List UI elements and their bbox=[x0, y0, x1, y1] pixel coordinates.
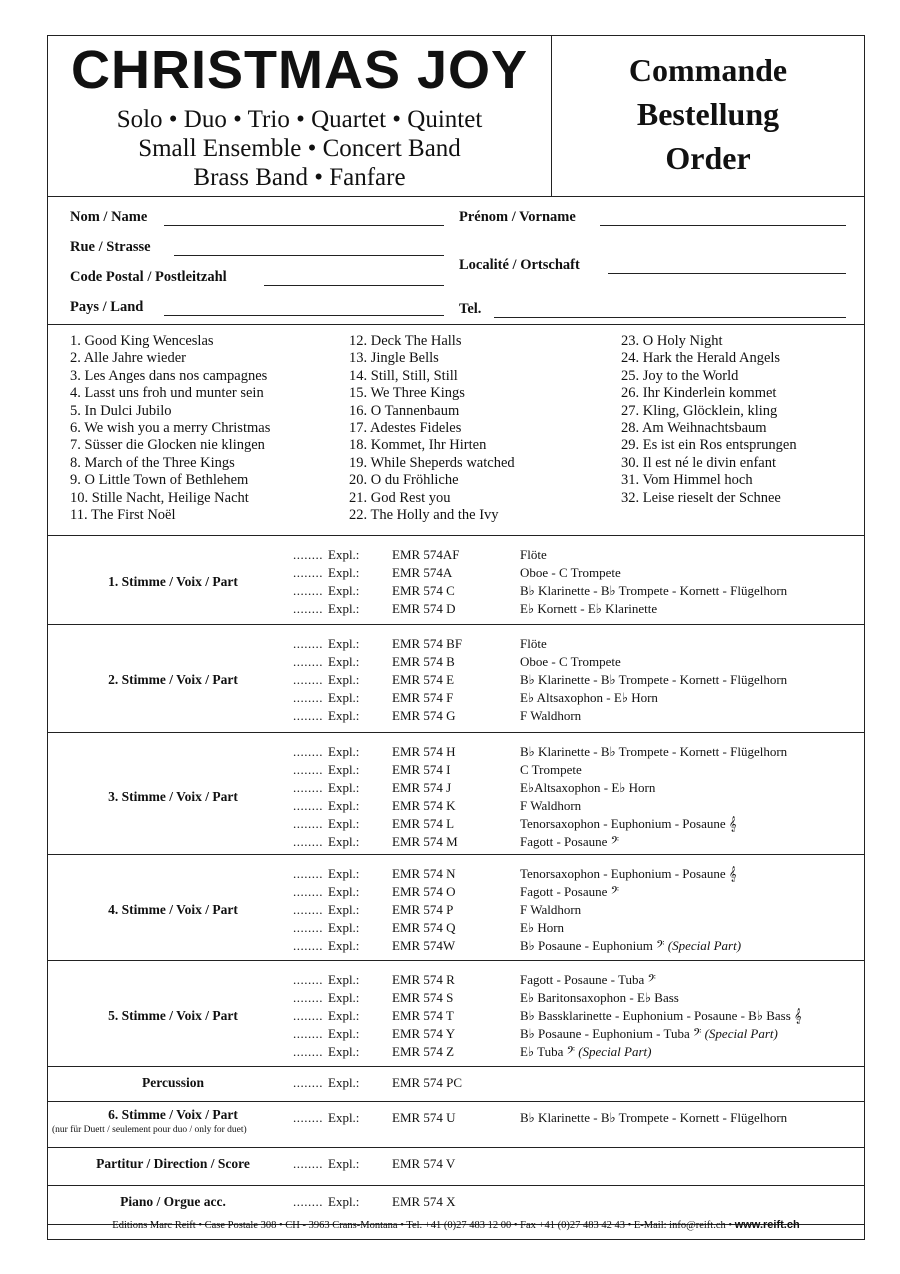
order-row bbox=[48, 798, 864, 816]
order-row bbox=[48, 565, 864, 583]
instrument-text: E♭ Kornett - E♭ Klarinette bbox=[520, 601, 658, 616]
subtitle-line: Small Ensemble • Concert Band bbox=[138, 135, 461, 162]
instrument-list bbox=[520, 1110, 787, 1126]
expl-label: Expl.: bbox=[328, 1008, 360, 1023]
country-label: Pays / Land bbox=[70, 299, 144, 315]
quantity-field[interactable]: ........ bbox=[293, 780, 323, 795]
expl-label: Expl.: bbox=[328, 708, 360, 723]
expl-label: Expl.: bbox=[328, 866, 360, 881]
order-row bbox=[48, 1008, 864, 1026]
expl-label: Expl.: bbox=[328, 672, 360, 687]
instrument-text: F Waldhorn bbox=[520, 708, 582, 723]
order-row bbox=[48, 1026, 864, 1044]
quantity-field[interactable]: ........ bbox=[293, 798, 323, 813]
quantity-field[interactable]: ........ bbox=[293, 601, 323, 616]
quantity-field[interactable]: ........ bbox=[293, 636, 323, 651]
instrument-text: Oboe - C Trompete bbox=[520, 565, 621, 580]
order-word-de: Bestellung bbox=[636, 96, 780, 132]
catalog-code: EMR 574 M bbox=[392, 834, 458, 849]
song-item: 20. O du Fröhliche bbox=[349, 472, 459, 489]
expl-label: Expl.: bbox=[328, 1026, 360, 1041]
tel-field[interactable] bbox=[494, 317, 846, 318]
header bbox=[48, 36, 864, 197]
part-label: 4. Stimme / Voix / Part bbox=[108, 902, 238, 917]
expl-label: Expl.: bbox=[328, 1044, 360, 1059]
order-row bbox=[48, 1075, 864, 1093]
instrument-text: Fagott - Posaune - Tuba 𝄢 bbox=[520, 972, 656, 987]
instrument-list bbox=[520, 708, 581, 724]
song-item: 24. Hark the Herald Angels bbox=[621, 350, 781, 367]
song-item: 22. The Holly and the Ivy bbox=[349, 507, 499, 524]
quantity-field[interactable]: ........ bbox=[293, 1075, 323, 1090]
quantity-field[interactable]: ........ bbox=[293, 583, 323, 598]
special-part-note: (Special Part) bbox=[667, 938, 742, 953]
expl-label: Expl.: bbox=[328, 601, 360, 616]
title-block bbox=[48, 36, 552, 196]
catalog-code: EMR 574 Z bbox=[392, 1044, 455, 1059]
song-item: 10. Stille Nacht, Heilige Nacht bbox=[70, 489, 249, 506]
instrument-text: C Trompete bbox=[520, 762, 582, 777]
song-item: 27. Kling, Glöcklein, kling bbox=[621, 402, 778, 419]
order-row bbox=[48, 990, 864, 1008]
expl-label: Expl.: bbox=[328, 690, 360, 705]
song-item: 6. We wish you a merry Christmas bbox=[70, 420, 271, 437]
catalog-code: EMR 574 X bbox=[392, 1194, 456, 1209]
expl-label: Expl.: bbox=[328, 1194, 360, 1209]
instrument-text: E♭ Horn bbox=[520, 920, 565, 935]
part-label: 3. Stimme / Voix / Part bbox=[108, 789, 238, 804]
expl-label: Expl.: bbox=[328, 744, 360, 759]
instrument-text: B♭ Klarinette - B♭ Trompete - Kornett - Flügelhorn bbox=[520, 672, 788, 687]
instrument-text: B♭ Bassklarinette - Euphonium - Posaune - B♭ Bass 𝄞 bbox=[520, 1008, 802, 1023]
instrument-text: Fagott - Posaune 𝄢 bbox=[520, 834, 619, 849]
postal-field[interactable] bbox=[264, 285, 444, 286]
order-row bbox=[48, 762, 864, 780]
subtitle-line: Brass Band • Fanfare bbox=[193, 164, 406, 191]
part-group bbox=[48, 961, 864, 1067]
song-item: 13. Jingle Bells bbox=[349, 350, 439, 367]
expl-label: Expl.: bbox=[328, 798, 360, 813]
name-field[interactable] bbox=[164, 225, 444, 226]
catalog-code: EMR 574 V bbox=[392, 1156, 456, 1171]
song-item: 21. God Rest you bbox=[349, 489, 451, 506]
song-item: 8. March of the Three Kings bbox=[70, 454, 235, 471]
song-item: 9. O Little Town of Bethlehem bbox=[70, 472, 249, 489]
order-row bbox=[48, 938, 864, 956]
catalog-code: EMR 574 E bbox=[392, 672, 455, 687]
song-column-1 bbox=[70, 333, 270, 524]
quantity-field[interactable]: ........ bbox=[293, 920, 323, 935]
order-row bbox=[48, 583, 864, 601]
order-row bbox=[48, 690, 864, 708]
quantity-field[interactable]: ........ bbox=[293, 866, 323, 881]
catalog-code: EMR 574 Q bbox=[392, 920, 456, 935]
order-row bbox=[48, 972, 864, 990]
song-item: 19. While Sheperds watched bbox=[349, 454, 515, 471]
song-item: 1. Good King Wenceslas bbox=[70, 333, 214, 349]
instrument-list bbox=[520, 1008, 802, 1024]
catalog-code: EMR 574 J bbox=[392, 780, 452, 795]
address-section bbox=[48, 197, 864, 325]
instrument-list bbox=[520, 583, 787, 599]
quantity-field[interactable]: ........ bbox=[293, 816, 323, 831]
order-row bbox=[48, 708, 864, 726]
part-label: 5. Stimme / Voix / Part bbox=[108, 1008, 238, 1023]
catalog-code: EMR 574 H bbox=[392, 744, 456, 759]
order-row bbox=[48, 1044, 864, 1062]
instrument-list bbox=[520, 672, 787, 688]
street-field[interactable] bbox=[174, 255, 444, 256]
catalog-code: EMR 574 F bbox=[392, 690, 454, 705]
name-label: Nom / Name bbox=[70, 209, 148, 225]
page-title: CHRISTMAS JOY bbox=[70, 40, 529, 100]
locality-label: Localité / Ortschaft bbox=[459, 257, 580, 273]
instrument-text: E♭ Baritonsaxophon - E♭ Bass bbox=[520, 990, 679, 1005]
instrument-text: E♭ Tuba 𝄢 bbox=[520, 1044, 575, 1059]
instrument-list bbox=[520, 1026, 778, 1042]
quantity-field[interactable]: ........ bbox=[293, 884, 323, 899]
firstname-field[interactable] bbox=[600, 225, 846, 226]
expl-label: Expl.: bbox=[328, 1075, 360, 1090]
instrument-text: E♭ Altsaxophon - E♭ Horn bbox=[520, 690, 658, 705]
instrument-list bbox=[520, 884, 619, 900]
quantity-field[interactable]: ........ bbox=[293, 744, 323, 759]
catalog-code: EMR 574AF bbox=[392, 547, 460, 562]
song-item: 31. Vom Himmel hoch bbox=[621, 472, 753, 489]
catalog-code: EMR 574W bbox=[392, 938, 456, 953]
instrument-list bbox=[520, 636, 547, 652]
part-label: Percussion bbox=[141, 1075, 204, 1090]
instrument-text: Oboe - C Trompete bbox=[520, 654, 621, 669]
catalog-code: EMR 574 R bbox=[392, 972, 455, 987]
instrument-list bbox=[520, 866, 737, 882]
quantity-field[interactable]: ........ bbox=[293, 672, 323, 687]
expl-label: Expl.: bbox=[328, 938, 360, 953]
street-label: Rue / Strasse bbox=[70, 239, 151, 255]
song-item: 15. We Three Kings bbox=[349, 385, 465, 402]
publisher-info: Editions Marc Reift • Case Postale 308 • CH - 3963 Crans-Montana • Tel. +41 (0)27 483 12 00 • Fax +41 (0)27 483 42 43 • E-Mail: info@reift.ch • bbox=[112, 1220, 733, 1231]
catalog-code: EMR 574 C bbox=[392, 583, 455, 598]
instrument-text: Tenorsaxophon - Euphonium - Posaune 𝄞 bbox=[520, 816, 737, 831]
order-row bbox=[48, 744, 864, 762]
quantity-field[interactable]: ........ bbox=[293, 762, 323, 777]
part-group bbox=[48, 1148, 864, 1186]
expl-label: Expl.: bbox=[328, 654, 360, 669]
song-item: 5. In Dulci Jubilo bbox=[70, 402, 172, 419]
catalog-code: EMR 574 D bbox=[392, 601, 456, 616]
postal-label: Code Postal / Postleitzahl bbox=[70, 269, 227, 285]
instrument-text: B♭ Klarinette - B♭ Trompete - Kornett - Flügelhorn bbox=[520, 583, 788, 598]
quantity-field[interactable]: ........ bbox=[293, 654, 323, 669]
catalog-code: EMR 574 G bbox=[392, 708, 456, 723]
country-field[interactable] bbox=[164, 315, 444, 316]
quantity-field[interactable]: ........ bbox=[293, 565, 323, 580]
quantity-field[interactable]: ........ bbox=[293, 1194, 323, 1209]
order-row bbox=[48, 920, 864, 938]
instrument-list bbox=[520, 744, 787, 760]
quantity-field[interactable]: ........ bbox=[293, 1008, 323, 1023]
order-row bbox=[48, 654, 864, 672]
catalog-code: EMR 574 L bbox=[392, 816, 455, 831]
instrument-list bbox=[520, 565, 621, 581]
catalog-code: EMR 574 BF bbox=[392, 636, 463, 651]
expl-label: Expl.: bbox=[328, 547, 360, 562]
footer bbox=[48, 1211, 864, 1239]
catalog-code: EMR 574 I bbox=[392, 762, 451, 777]
website-link[interactable]: www.reift.ch bbox=[734, 1219, 800, 1231]
locality-field[interactable] bbox=[608, 273, 846, 274]
instrument-list bbox=[520, 902, 581, 918]
part-group bbox=[48, 625, 864, 733]
catalog-code: EMR 574 S bbox=[392, 990, 454, 1005]
order-word-fr: Commande bbox=[628, 52, 788, 88]
instrument-list bbox=[520, 601, 657, 617]
order-word-en: Order bbox=[665, 140, 751, 176]
instrument-list bbox=[520, 762, 582, 778]
song-item: 11. The First Noël bbox=[70, 507, 176, 524]
song-list bbox=[48, 325, 864, 536]
quantity-field[interactable]: ........ bbox=[293, 708, 323, 723]
quantity-field[interactable]: ........ bbox=[293, 690, 323, 705]
part-label: 2. Stimme / Voix / Part bbox=[108, 672, 238, 687]
part-label: Piano / Orgue acc. bbox=[120, 1194, 226, 1209]
instrument-text: B♭ Klarinette - B♭ Trompete - Kornett - Flügelhorn bbox=[520, 1110, 788, 1125]
instrument-list bbox=[520, 780, 655, 796]
catalog-code: EMR 574 B bbox=[392, 654, 455, 669]
quantity-field[interactable]: ........ bbox=[293, 972, 323, 987]
song-item: 23. O Holy Night bbox=[621, 333, 723, 349]
order-row bbox=[48, 1156, 864, 1174]
order-form bbox=[47, 35, 865, 1240]
quantity-field[interactable]: ........ bbox=[293, 1044, 323, 1059]
instrument-list bbox=[520, 654, 621, 670]
instrument-text: E♭Altsaxophon - E♭ Horn bbox=[520, 780, 656, 795]
order-row bbox=[48, 816, 864, 834]
catalog-code: EMR 574 N bbox=[392, 866, 456, 881]
catalog-code: EMR 574 P bbox=[392, 902, 454, 917]
order-row bbox=[48, 884, 864, 902]
song-item: 12. Deck The Halls bbox=[349, 333, 462, 349]
instrument-text: F Waldhorn bbox=[520, 798, 582, 813]
instrument-list bbox=[520, 816, 737, 832]
expl-label: Expl.: bbox=[328, 1110, 360, 1125]
song-item: 28. Am Weihnachtsbaum bbox=[621, 420, 767, 437]
part-group bbox=[48, 1067, 864, 1102]
song-item: 3. Les Anges dans nos campagnes bbox=[70, 367, 268, 384]
expl-label: Expl.: bbox=[328, 583, 360, 598]
expl-label: Expl.: bbox=[328, 884, 360, 899]
quantity-field[interactable]: ........ bbox=[293, 1156, 323, 1171]
expl-label: Expl.: bbox=[328, 990, 360, 1005]
order-row bbox=[48, 601, 864, 619]
catalog-code: EMR 574 Y bbox=[392, 1026, 456, 1041]
song-item: 7. Süsser die Glocken nie klingen bbox=[70, 437, 265, 454]
order-row bbox=[48, 780, 864, 798]
order-row bbox=[48, 547, 864, 565]
order-row bbox=[48, 902, 864, 920]
part-label: 1. Stimme / Voix / Part bbox=[108, 574, 238, 589]
expl-label: Expl.: bbox=[328, 902, 360, 917]
song-item: 16. O Tannenbaum bbox=[349, 402, 460, 419]
part-label: Partitur / Direction / Score bbox=[96, 1156, 250, 1171]
order-row bbox=[48, 636, 864, 654]
instrument-list bbox=[520, 1044, 652, 1060]
quantity-field[interactable]: ........ bbox=[293, 938, 323, 953]
song-item: 26. Ihr Kinderlein kommet bbox=[621, 385, 777, 402]
expl-label: Expl.: bbox=[328, 816, 360, 831]
song-item: 30. Il est né le divin enfant bbox=[621, 454, 777, 471]
part-group bbox=[48, 855, 864, 961]
instrument-list bbox=[520, 938, 741, 954]
instrument-list bbox=[520, 547, 547, 563]
instrument-text: B♭ Klarinette - B♭ Trompete - Kornett - Flügelhorn bbox=[520, 744, 788, 759]
catalog-code: EMR 574 T bbox=[392, 1008, 454, 1023]
instrument-list bbox=[520, 990, 679, 1006]
instrument-text: Flöte bbox=[520, 547, 547, 562]
expl-label: Expl.: bbox=[328, 565, 360, 580]
song-item: 18. Kommet, Ihr Hirten bbox=[349, 437, 487, 454]
order-row bbox=[48, 1110, 864, 1128]
quantity-field[interactable]: ........ bbox=[293, 1110, 323, 1125]
expl-label: Expl.: bbox=[328, 1156, 360, 1171]
expl-label: Expl.: bbox=[328, 920, 360, 935]
special-part-note: (Special Part) bbox=[704, 1026, 778, 1041]
instrument-list bbox=[520, 834, 619, 850]
quantity-field[interactable]: ........ bbox=[293, 990, 323, 1005]
instrument-text: B♭ Posaune - Euphonium 𝄢 bbox=[520, 938, 665, 953]
quantity-field[interactable]: ........ bbox=[293, 547, 323, 562]
part-label: 6. Stimme / Voix / Part bbox=[108, 1107, 238, 1122]
catalog-code: EMR 574 K bbox=[392, 798, 456, 813]
expl-label: Expl.: bbox=[328, 762, 360, 777]
expl-label: Expl.: bbox=[328, 972, 360, 987]
order-heading bbox=[552, 36, 864, 196]
song-item: 14. Still, Still, Still bbox=[349, 367, 458, 384]
expl-label: Expl.: bbox=[328, 780, 360, 795]
part-note: (nur für Duett / seulement pour duo / only for duet) bbox=[52, 1125, 247, 1135]
song-item: 25. Joy to the World bbox=[621, 367, 739, 384]
song-item: 17. Adestes Fideles bbox=[349, 420, 462, 437]
special-part-note: (Special Part) bbox=[578, 1044, 652, 1059]
catalog-code: EMR 574 O bbox=[392, 884, 456, 899]
order-row bbox=[48, 672, 864, 690]
part-group bbox=[48, 536, 864, 625]
part-group bbox=[48, 733, 864, 855]
expl-label: Expl.: bbox=[328, 636, 360, 651]
instrument-text: Fagott - Posaune 𝄢 bbox=[520, 884, 619, 899]
song-item: 4. Lasst uns froh und munter sein bbox=[70, 385, 264, 402]
instrument-text: F Waldhorn bbox=[520, 902, 582, 917]
song-column-3 bbox=[621, 333, 797, 507]
subtitle-line: Solo • Duo • Trio • Quartet • Quintet bbox=[116, 106, 483, 133]
catalog-code: EMR 574 U bbox=[392, 1110, 456, 1125]
instrument-text: Tenorsaxophon - Euphonium - Posaune 𝄞 bbox=[520, 866, 737, 881]
order-row bbox=[48, 834, 864, 852]
order-row bbox=[48, 866, 864, 884]
song-item: 2. Alle Jahre wieder bbox=[70, 350, 186, 367]
firstname-label: Prénom / Vorname bbox=[459, 209, 576, 225]
song-column-2 bbox=[349, 333, 515, 524]
instrument-list bbox=[520, 972, 656, 988]
instrument-list bbox=[520, 920, 564, 936]
quantity-field[interactable]: ........ bbox=[293, 902, 323, 917]
song-item: 32. Leise rieselt der Schnee bbox=[621, 489, 781, 506]
tel-label: Tel. bbox=[459, 301, 482, 317]
catalog-code: EMR 574 PC bbox=[392, 1075, 463, 1090]
part-group bbox=[48, 1102, 864, 1148]
song-item: 29. Es ist ein Ros entsprungen bbox=[621, 437, 797, 454]
order-row bbox=[48, 1194, 864, 1212]
expl-label: Expl.: bbox=[328, 834, 360, 849]
quantity-field[interactable]: ........ bbox=[293, 834, 323, 849]
instrument-text: B♭ Posaune - Euphonium - Tuba 𝄢 bbox=[520, 1026, 702, 1041]
catalog-code: EMR 574A bbox=[392, 565, 453, 580]
instrument-text: Flöte bbox=[520, 636, 547, 651]
quantity-field[interactable]: ........ bbox=[293, 1026, 323, 1041]
instrument-list bbox=[520, 798, 581, 814]
instrument-list bbox=[520, 690, 658, 706]
